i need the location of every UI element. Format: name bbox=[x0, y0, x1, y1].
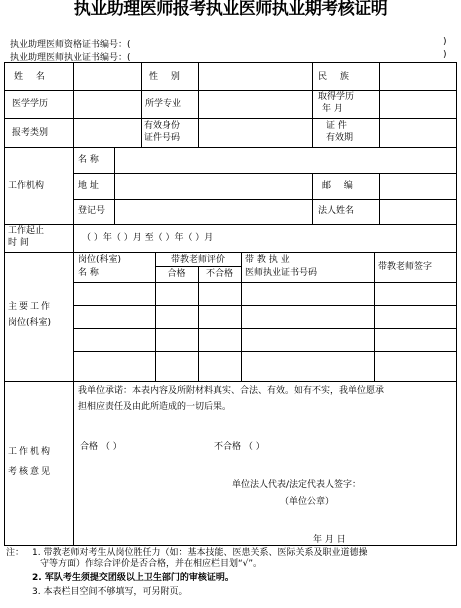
note-3: 3. 本表栏目空间不够填写，可另附页。 bbox=[32, 587, 188, 597]
exam-category-label: 报考类别 bbox=[12, 128, 49, 138]
id-number-label: 证件号码 bbox=[144, 133, 181, 143]
notes-label: 注： bbox=[6, 548, 25, 558]
posts-label: 主要工作 bbox=[8, 302, 53, 312]
col-teacher-license: 带 教 执 业 bbox=[245, 255, 290, 265]
practice-qualification-cert-label: 执业助理医师资格证书编号：( bbox=[10, 40, 131, 50]
opinion-pass: 合格 （ ） bbox=[80, 442, 122, 452]
major-label: 所学专业 bbox=[145, 99, 182, 109]
degree-date-label: 取得学历 bbox=[318, 92, 355, 102]
work-period-label-2: 时 间 bbox=[8, 238, 29, 248]
practice-license-cert-label: 执业助理医师执业证书编号：( bbox=[10, 53, 131, 63]
cert-close-paren: ) bbox=[443, 50, 447, 60]
form-title: 执业助理医师报考执业医师执业期考核证明 bbox=[73, 0, 388, 19]
col-pass: 合格 bbox=[167, 269, 186, 279]
col-post-name-2: 名 称 bbox=[78, 268, 99, 278]
posts-label-2: 岗位(科室) bbox=[8, 318, 52, 328]
note-2: 2. 军队考生须提交团级以上卫生部门的审核证明。 bbox=[32, 573, 234, 583]
postcode-label: 邮 编 bbox=[322, 181, 358, 191]
work-org-label: 工作机构 bbox=[8, 181, 45, 191]
col-fail: 不合格 bbox=[205, 269, 233, 279]
opinion-label: 工作机构 bbox=[8, 447, 53, 457]
col-post-name: 岗位(科室) bbox=[78, 255, 122, 265]
degree-date-ym-label: 年 月 bbox=[322, 104, 343, 114]
opinion-fail: 不合格 （ ） bbox=[214, 442, 265, 452]
col-teacher-eval: 带教老师评价 bbox=[170, 255, 225, 265]
unit-seal: （单位公章） bbox=[280, 497, 335, 507]
legal-rep-label: 法人姓名 bbox=[318, 206, 355, 216]
ethnicity-label: 民 族 bbox=[318, 72, 354, 82]
id-type-label: 有效身份 bbox=[144, 121, 181, 131]
opinion-date: 年 月 日 bbox=[313, 535, 346, 545]
org-address-label: 地 址 bbox=[78, 181, 99, 191]
note-1-cont: 守等方面）作综合评价是否合格，并在相应栏目划“√”。 bbox=[40, 559, 263, 569]
id-valid-label: 证 件 bbox=[326, 121, 347, 131]
org-name-label: 名 称 bbox=[78, 155, 99, 165]
commitment-text-2: 担相应责任及由此所造成的一切后果。 bbox=[78, 402, 232, 412]
legal-rep-sign: 单位法人代表/法定代表人签字： bbox=[232, 480, 362, 490]
reg-no-label: 登记号 bbox=[78, 206, 106, 216]
work-period-label: 工作起止 bbox=[8, 226, 45, 236]
name-label: 姓 名 bbox=[14, 72, 50, 82]
opinion-label-2: 考核意见 bbox=[8, 467, 53, 477]
form-border bbox=[5, 63, 457, 546]
id-valid-period-label: 有效期 bbox=[326, 133, 354, 143]
cert-close-paren: ) bbox=[443, 37, 447, 47]
note-1: 1. 带教老师对考生从岗位胜任力（如：基本技能、医患关系、医际关系及职业道德操 bbox=[32, 548, 368, 558]
gender-label: 性 别 bbox=[149, 72, 185, 82]
education-label: 医学学历 bbox=[12, 99, 49, 109]
work-period-range: （ ）年（ ）月 至（ ）年（ ）月 bbox=[82, 233, 214, 243]
col-teacher-sign: 带教老师签字 bbox=[378, 262, 433, 272]
col-teacher-license-2: 医师执业证书号码 bbox=[245, 268, 318, 278]
commitment-text: 我单位承诺：本表内容及所附材料真实、合法、有效。如有不实，我单位愿承 bbox=[78, 386, 385, 396]
